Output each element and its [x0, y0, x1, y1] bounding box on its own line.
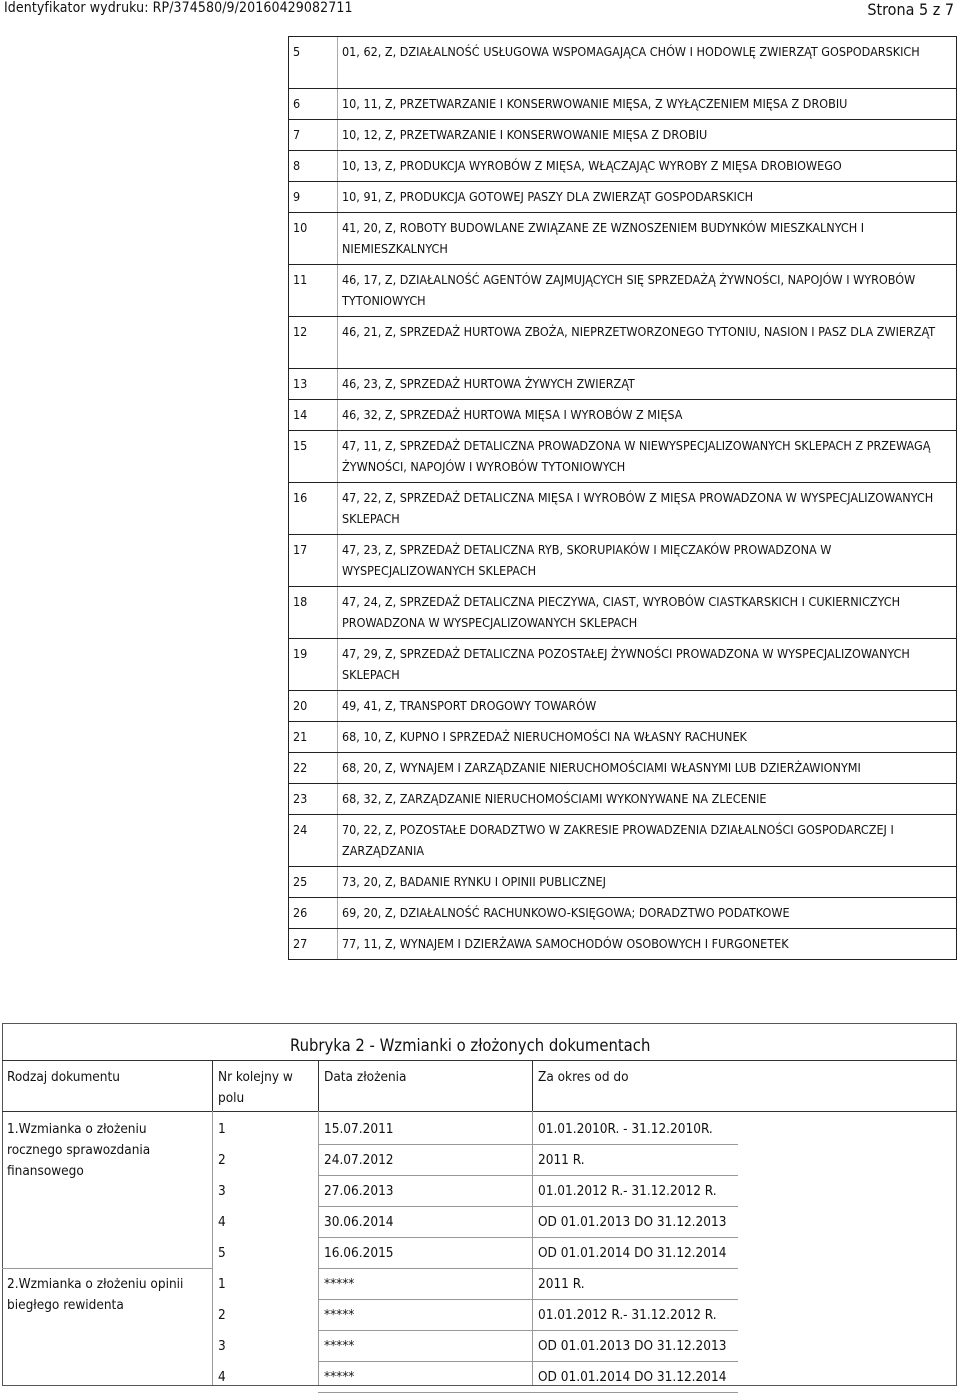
activity-description: 46, 17, Z, DZIAŁALNOŚĆ AGENTÓW ZAJMUJĄCYCH SIĘ SPRZEDAŻĄ ŻYWNOŚCI, NAPOJÓW I WYROBÓW TYTONIOWYCH	[337, 265, 956, 316]
table-row	[289, 784, 956, 815]
period: OD 01.01.2013 DO 31.12.2013	[538, 1338, 727, 1354]
table-row	[289, 929, 956, 960]
row-number: 8	[293, 158, 301, 173]
cell-underline	[318, 1237, 738, 1238]
table-row	[289, 182, 956, 213]
period: OD 01.01.2014 DO 31.12.2014	[538, 1245, 727, 1261]
row-number: 26	[293, 905, 308, 920]
activity-description: 47, 11, Z, SPRZEDAŻ DETALICZNA PROWADZONA W NIEWYSPECJALIZOWANYCH SKLEPACH Z PRZEWAGĄ ŻYWNOŚCI, NAPOJÓW I WYROBÓW TYTONIOWYCH	[337, 431, 956, 482]
activity-description: 10, 11, Z, PRZETWARZANIE I KONSERWOWANIE MIĘSA, Z WYŁĄCZENIEM MIĘSA Z DROBIU	[337, 89, 956, 119]
row-number: 23	[293, 791, 308, 806]
header-rodzaj: Rodzaj dokumentu	[7, 1069, 120, 1085]
table-row	[289, 867, 956, 898]
row-number: 25	[293, 874, 308, 889]
table-row	[289, 483, 956, 535]
row-number: 7	[293, 127, 301, 142]
table-row	[289, 431, 956, 483]
table-row	[289, 265, 956, 317]
cell-underline	[318, 1206, 738, 1207]
row-number: 5	[293, 44, 301, 59]
header-col-divider-1	[212, 1060, 213, 1111]
cell-underline	[318, 1330, 738, 1331]
row-number: 13	[293, 376, 308, 391]
table-row	[289, 535, 956, 587]
body-col-divider-2	[318, 1111, 319, 1385]
row-number: 6	[293, 96, 301, 111]
print-identifier: Identyfikator wydruku: RP/374580/9/20160429082711	[4, 0, 353, 16]
period: 01.01.2010R. - 31.12.2010R.	[538, 1121, 713, 1137]
row-number: 17	[293, 542, 308, 557]
document-type: 1.Wzmianka o złożeniu rocznego sprawozdania finansowego	[7, 1121, 151, 1179]
table-row	[289, 213, 956, 265]
activity-description: 68, 20, Z, WYNAJEM I ZARZĄDZANIE NIERUCHOMOŚCIAMI WŁASNYMI LUB DZIERŻAWIONYMI	[337, 753, 956, 783]
row-number: 20	[293, 698, 308, 713]
cell-underline	[318, 1299, 738, 1300]
period: OD 01.01.2014 DO 31.12.2014	[538, 1369, 727, 1385]
activity-description: 69, 20, Z, DZIAŁALNOŚĆ RACHUNKOWO-KSIĘGOWA; DORADZTWO PODATKOWE	[337, 898, 956, 928]
table-row	[289, 369, 956, 400]
entry-number: 2	[218, 1152, 226, 1168]
period: OD 01.01.2013 DO 31.12.2013	[538, 1214, 727, 1230]
filing-date: 30.06.2014	[324, 1214, 394, 1230]
activity-description: 68, 10, Z, KUPNO I SPRZEDAŻ NIERUCHOMOŚCI NA WŁASNY RACHUNEK	[337, 722, 956, 752]
table-row	[289, 722, 956, 753]
entry-number: 3	[218, 1183, 226, 1199]
table-row	[289, 317, 956, 369]
row-number: 15	[293, 438, 308, 453]
activity-description: 10, 13, Z, PRODUKCJA WYROBÓW Z MIĘSA, WŁĄCZAJĄC WYROBY Z MIĘSA DROBIOWEGO	[337, 151, 956, 181]
header-col-divider-2	[318, 1060, 319, 1111]
table-row	[289, 37, 956, 89]
header-col-divider-3	[532, 1060, 533, 1111]
body-col-divider-1	[212, 1111, 213, 1385]
row-number: 16	[293, 490, 308, 505]
cell-underline	[318, 1144, 738, 1145]
activity-description: 47, 29, Z, SPRZEDAŻ DETALICZNA POZOSTAŁEJ ŻYWNOŚCI PROWADZONA W WYSPECJALIZOWANYCH SKLEPACH	[337, 639, 956, 690]
table-row	[289, 89, 956, 120]
activity-description: 46, 32, Z, SPRZEDAŻ HURTOWA MIĘSA I WYROBÓW Z MIĘSA	[337, 400, 956, 430]
table-row	[289, 691, 956, 722]
entry-number: 4	[218, 1369, 226, 1385]
activity-description: 10, 91, Z, PRODUKCJA GOTOWEJ PASZY DLA ZWIERZĄT GOSPODARSKICH	[337, 182, 956, 212]
row-number: 24	[293, 822, 308, 837]
row-number: 21	[293, 729, 308, 744]
activity-description: 47, 22, Z, SPRZEDAŻ DETALICZNA MIĘSA I WYROBÓW Z MIĘSA PROWADZONA W WYSPECJALIZOWANYCH SKLEPACH	[337, 483, 956, 534]
activity-description: 77, 11, Z, WYNAJEM I DZIERŻAWA SAMOCHODÓW OSOBOWYCH I FURGONETEK	[337, 929, 956, 959]
table-row	[289, 753, 956, 784]
period: 2011 R.	[538, 1276, 585, 1292]
table-row	[289, 639, 956, 691]
table-row	[289, 815, 956, 867]
activity-description: 41, 20, Z, ROBOTY BUDOWLANE ZWIĄZANE ZE WZNOSZENIEM BUDYNKÓW MIESZKALNYCH I NIEMIESZKALNYCH	[337, 213, 956, 264]
activity-description: 10, 12, Z, PRZETWARZANIE I KONSERWOWANIE MIĘSA Z DROBIU	[337, 120, 956, 150]
row-number: 22	[293, 760, 308, 775]
period: 2011 R.	[538, 1152, 585, 1168]
row-number: 11	[293, 272, 308, 287]
activity-description: 70, 22, Z, POZOSTAŁE DORADZTWO W ZAKRESIE PROWADZENIA DZIAŁALNOŚCI GOSPODARCZEJ I ZARZĄDZANIA	[337, 815, 956, 866]
period: 01.01.2012 R.- 31.12.2012 R.	[538, 1183, 717, 1199]
filing-date: *****	[324, 1276, 355, 1292]
row-number: 19	[293, 646, 308, 661]
row-number: 18	[293, 594, 308, 609]
filing-date: *****	[324, 1307, 355, 1323]
rubryka-title: Rubryka 2 - Wzmianki o złożonych dokumentach	[290, 1036, 651, 1055]
header-nr: Nr kolejny w polu	[218, 1069, 293, 1106]
activity-description: 49, 41, Z, TRANSPORT DROGOWY TOWARÓW	[337, 691, 956, 721]
entry-number: 1	[218, 1276, 226, 1292]
table-row	[289, 400, 956, 431]
activity-description: 68, 32, Z, ZARZĄDZANIE NIERUCHOMOŚCIAMI WYKONYWANE NA ZLECENIE	[337, 784, 956, 814]
entry-number: 5	[218, 1245, 226, 1261]
activity-description: 01, 62, Z, DZIAŁALNOŚĆ USŁUGOWA WSPOMAGAJĄCA CHÓW I HODOWLĘ ZWIERZĄT GOSPODARSKICH	[337, 37, 956, 88]
body-col-divider-3	[532, 1111, 533, 1385]
entry-number: 3	[218, 1338, 226, 1354]
header-data: Data złożenia	[324, 1069, 407, 1085]
filing-date: 15.07.2011	[324, 1121, 394, 1137]
activity-description: 47, 24, Z, SPRZEDAŻ DETALICZNA PIECZYWA, CIAST, WYROBÓW CIASTKARSKICH I CUKIERNICZYCH PROWADZONA W WYSPECJALIZOWANYCH SKLEPACH	[337, 587, 956, 638]
entry-number: 2	[218, 1307, 226, 1323]
filing-date: 24.07.2012	[324, 1152, 394, 1168]
entry-number: 4	[218, 1214, 226, 1230]
entry-number: 1	[218, 1121, 226, 1137]
activity-description: 46, 23, Z, SPRZEDAŻ HURTOWA ŻYWYCH ZWIERZĄT	[337, 369, 956, 399]
row-number: 9	[293, 189, 301, 204]
page-number: Strona 5 z 7	[867, 0, 954, 19]
filing-date: *****	[324, 1338, 355, 1354]
period: 01.01.2012 R.- 31.12.2012 R.	[538, 1307, 717, 1323]
rubryka-frame	[2, 1023, 957, 1386]
document-type: 2.Wzmianka o złożeniu opinii biegłego rewidenta	[7, 1276, 184, 1313]
filing-date: 27.06.2013	[324, 1183, 394, 1199]
activity-description: 46, 21, Z, SPRZEDAŻ HURTOWA ZBOŻA, NIEPRZETWORZONEGO TYTONIU, NASION I PASZ DLA ZWIERZĄT	[337, 317, 956, 368]
pkd-activity-table	[288, 36, 957, 960]
filing-date: *****	[324, 1369, 355, 1385]
table-row	[289, 898, 956, 929]
cell-underline	[318, 1268, 738, 1269]
cell-underline	[318, 1175, 738, 1176]
rubryka-title-divider	[2, 1060, 957, 1061]
activity-description: 73, 20, Z, BADANIE RYNKU I OPINII PUBLICZNEJ	[337, 867, 956, 897]
row-number: 10	[293, 220, 308, 235]
table-row	[289, 120, 956, 151]
row-number: 12	[293, 324, 308, 339]
filing-date: 16.06.2015	[324, 1245, 394, 1261]
group-divider	[2, 1268, 212, 1269]
table-row	[289, 587, 956, 639]
row-number: 27	[293, 936, 308, 951]
cell-underline	[318, 1361, 738, 1362]
activity-description: 47, 23, Z, SPRZEDAŻ DETALICZNA RYB, SKORUPIAKÓW I MIĘCZAKÓW PROWADZONA W WYSPECJALIZOWANYCH SKLEPACH	[337, 535, 956, 586]
row-number: 14	[293, 407, 308, 422]
rubryka-header-divider	[2, 1111, 957, 1112]
table-row	[289, 151, 956, 182]
header-okres: Za okres od do	[538, 1069, 629, 1085]
